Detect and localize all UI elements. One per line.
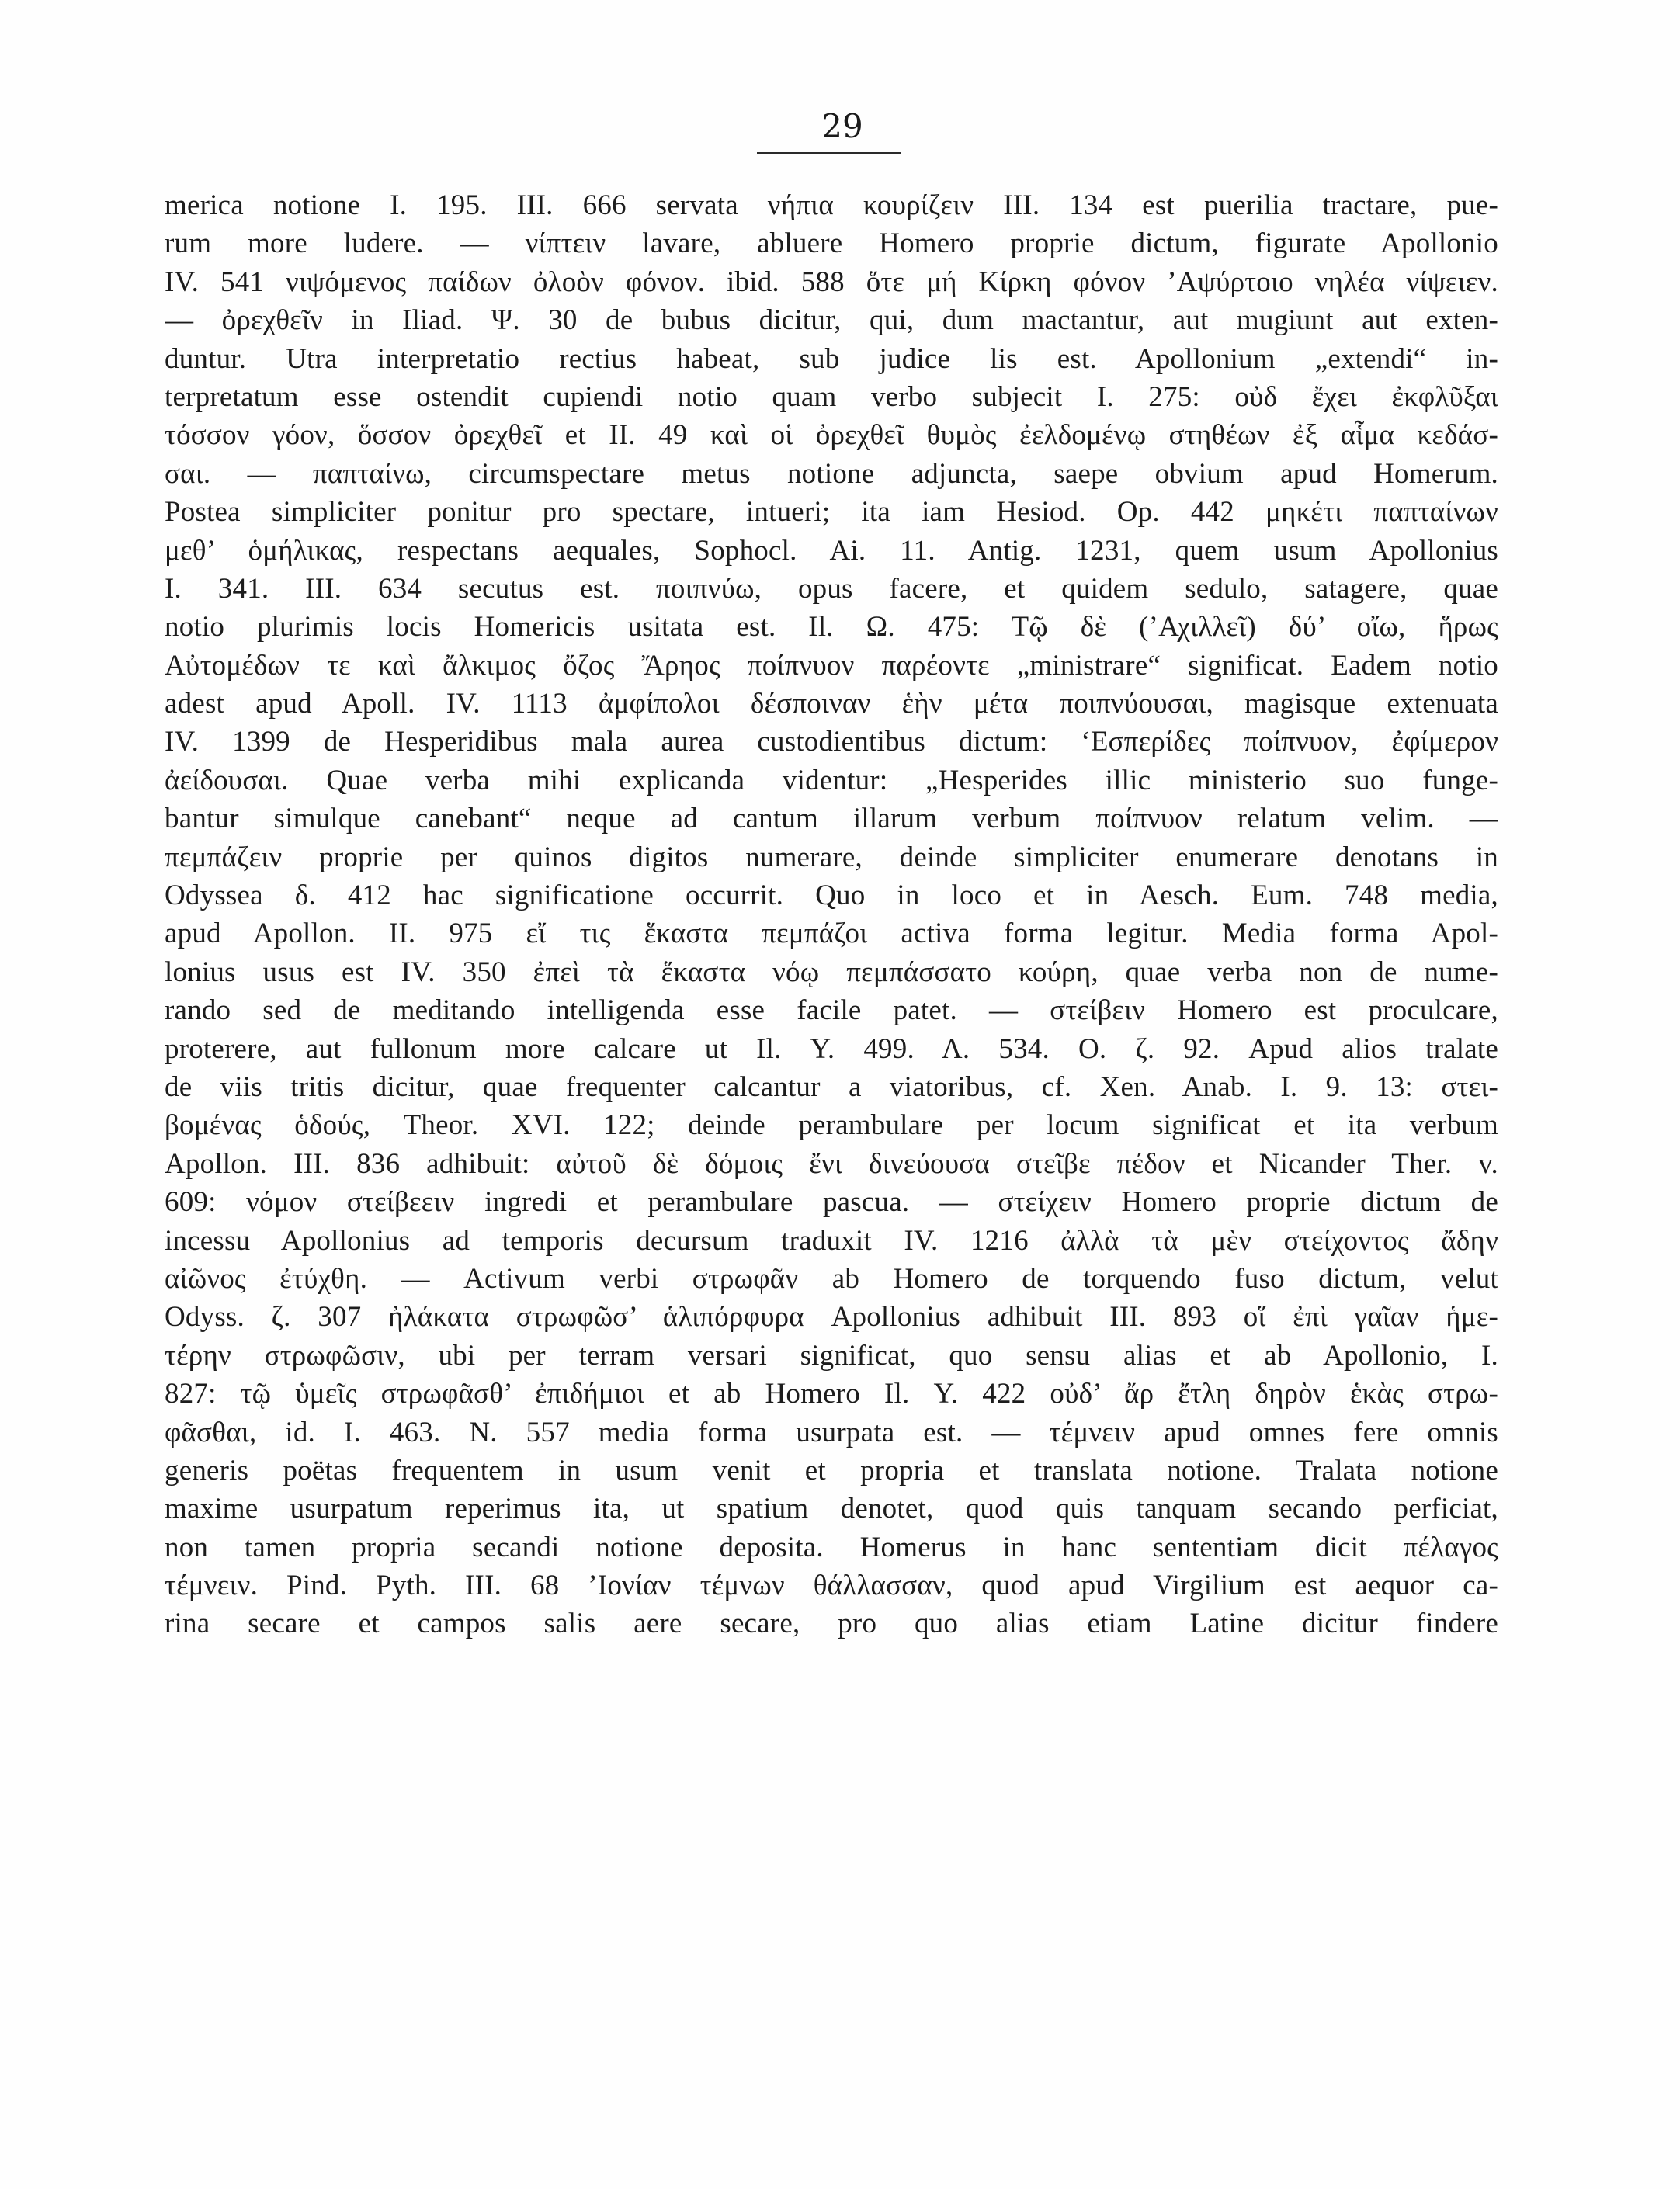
text-line: IV. 541 νιψόμενος παίδων ὀλοὸν φόνον. ibid. 588 ὅτε μή Κίρκη φόνον ’Αψύρτοιο νηλέα νίψειεν. xyxy=(165,265,1498,298)
text-line: de viis tritis dicitur, quae frequenter calcantur a viatoribus, cf. Xen. Anab. I. 9. 13: στει- xyxy=(165,1070,1498,1103)
text-line: τέρην στρωφῶσιν, ubi per terram versari significat, quo sensu alias et ab Apollonio, I. xyxy=(165,1339,1498,1372)
text-line: τέμνειν. Pind. Pyth. III. 68 ’Ιονίαν τέμνων θάλλασσαν, quod apud Virgilium est aequor ca- xyxy=(165,1570,1498,1602)
text-line: bantur simulque canebant“ neque ad cantum illarum verbum ποίπνυον relatum velim. — xyxy=(165,803,1498,835)
text-line: αἰῶνος ἐτύχθη. — Activum verbi στρωφᾶν ab Homero de torquendo fuso dictum, velut xyxy=(165,1262,1498,1295)
text-line: non tamen propria secandi notione deposita. Homerus in hanc sententiam dicit πέλαγος xyxy=(165,1531,1498,1563)
text-line: τόσσον γόον, ὅσσον ὀρεχθεῖ et II. 49 καὶ οἱ ὀρεχθεῖ θυμὸς ἐελδομένῳ στηθέων ἐξ αἷμα κεδάσ- xyxy=(165,419,1498,452)
text-line: ἀείδουσαι. Quae verba mihi explicanda videntur: „Hesperides illic ministerio suo funge- xyxy=(165,764,1498,796)
text-line: maxime usurpatum reperimus ita, ut spatium denotet, quod quis tanquam secando perficiat, xyxy=(165,1493,1498,1525)
text-line: μεθ’ ὁμήλικας, respectans aequales, Sophocl. Ai. 11. Antig. 1231, quem usum Apollonius xyxy=(165,534,1498,567)
text-line: Odyssea δ. 412 hac significatione occurrit. Quo in loco et in Aesch. Eum. 748 media, xyxy=(165,879,1498,912)
text-line: lonius usus est IV. 350 ἐπεὶ τὰ ἕκαστα νόῳ πεμπάσσατο κούρη, quae verba non de nume- xyxy=(165,956,1498,988)
body-text xyxy=(165,186,1498,1643)
text-line: proterere, aut fullonum more calcare ut Il. Υ. 499. Λ. 534. Ο. ζ. 92. Apud alios tralate xyxy=(165,1032,1498,1065)
text-line: rina secare et campos salis aere secare, pro quo alias etiam Latine dicitur findere xyxy=(165,1608,1498,1640)
text-line: φᾶσθαι, id. I. 463. N. 557 media forma usurpata est. — τέμνειν apud omnes fere omnis xyxy=(165,1416,1498,1448)
page-number: 29 xyxy=(821,107,863,145)
text-line: adest apud Apoll. IV. 1113 ἀμφίπολοι δέσποιναν ἑὴν μέτα ποιπνύουσαι, magisque extenuata xyxy=(165,688,1498,720)
text-line: duntur. Utra interpretatio rectius habeat, sub judice lis est. Apollonium „extendi“ in- xyxy=(165,342,1498,375)
text-line: I. 341. III. 634 secutus est. ποιπνύω, opus facere, et quidem sedulo, satagere, quae xyxy=(165,572,1498,605)
text-line: rando sed de meditando intelligenda esse facile patet. — στείβειν Homero est proculcare, xyxy=(165,994,1498,1027)
text-line: rum more ludere. — νίπτειν lavare, abluere Homero proprie dictum, figurate Apollonio xyxy=(165,227,1498,260)
text-line: 609: νόμον στείβεειν ingredi et perambulare pascua. — στείχειν Homero proprie dictum de xyxy=(165,1186,1498,1219)
text-line: Αὐτομέδων τε καὶ ἄλκιμος ὄζος Ἄρηος ποίπνυον παρέοντε „ministrare“ significat. Eadem notio xyxy=(165,649,1498,682)
text-line: σαι. — παπταίνω, circumspectare metus notione adjuncta, saepe obvium apud Homerum. xyxy=(165,457,1498,490)
text-line: IV. 1399 de Hesperidibus mala aurea custodientibus dictum: ‘Εσπερίδες ποίπνυον, ἐφίμερον xyxy=(165,726,1498,758)
text-line: notio plurimis locis Homericis usitata est. Il. Ω. 475: Τῷ δὲ (’Αχιλλεῖ) δύ’ οἴω, ἥρως xyxy=(165,611,1498,644)
text-line: Apollon. III. 836 adhibuit: αὐτοῦ δὲ δόμοις ἔνι δινεύουσα στεῖβε πέδον et Nicander Ther. v. xyxy=(165,1147,1498,1180)
text-line: βομένας ὁδούς, Theor. XVI. 122; deinde perambulare per locum significat et ita verbum xyxy=(165,1109,1498,1142)
page-number-rule xyxy=(757,152,901,154)
text-line: generis poëtas frequentem in usum venit et propria et translata notione. Tralata notione xyxy=(165,1454,1498,1487)
text-line: incessu Apollonius ad temporis decursum traduxit IV. 1216 ἀλλὰ τὰ μὲν στείχοντος ἄδην xyxy=(165,1224,1498,1257)
text-line: apud Apollon. II. 975 εἴ τις ἕκαστα πεμπάζοι activa forma legitur. Media forma Apol- xyxy=(165,918,1498,950)
text-line: πεμπάζειν proprie per quinos digitos numerare, deinde simpliciter enumerare denotans in xyxy=(165,841,1498,873)
text-line: Postea simpliciter ponitur pro spectare, intueri; ita iam Hesiod. Op. 442 μηκέτι παπταίνων xyxy=(165,496,1498,529)
text-line: Odyss. ζ. 307 ἠλάκατα στρωφῶσ’ ἁλιπόρφυρα Apollonius adhibuit III. 893 οἵ ἐπὶ γαῖαν ἡμε- xyxy=(165,1301,1498,1334)
text-line: terpretatum esse ostendit cupiendi notio quam verbo subjecit I. 275: οὐδ ἔχει ἐκφλῦξαι xyxy=(165,380,1498,413)
text-line: — ὀρεχθεῖν in Iliad. Ψ. 30 de bubus dicitur, qui, dum mactantur, aut mugiunt aut exten- xyxy=(165,304,1498,337)
text-line: merica notione I. 195. III. 666 servata νήπια κουρίζειν III. 134 est puerilia tractare, pue- xyxy=(165,189,1498,221)
text-line: 827: τῷ ὑμεῖς στρωφᾶσθ’ ἐπιδήμιοι et ab Homero Il. Υ. 422 οὐδ’ ἄρ ἔτλη δηρὸν ἑκὰς στρω- xyxy=(165,1378,1498,1410)
